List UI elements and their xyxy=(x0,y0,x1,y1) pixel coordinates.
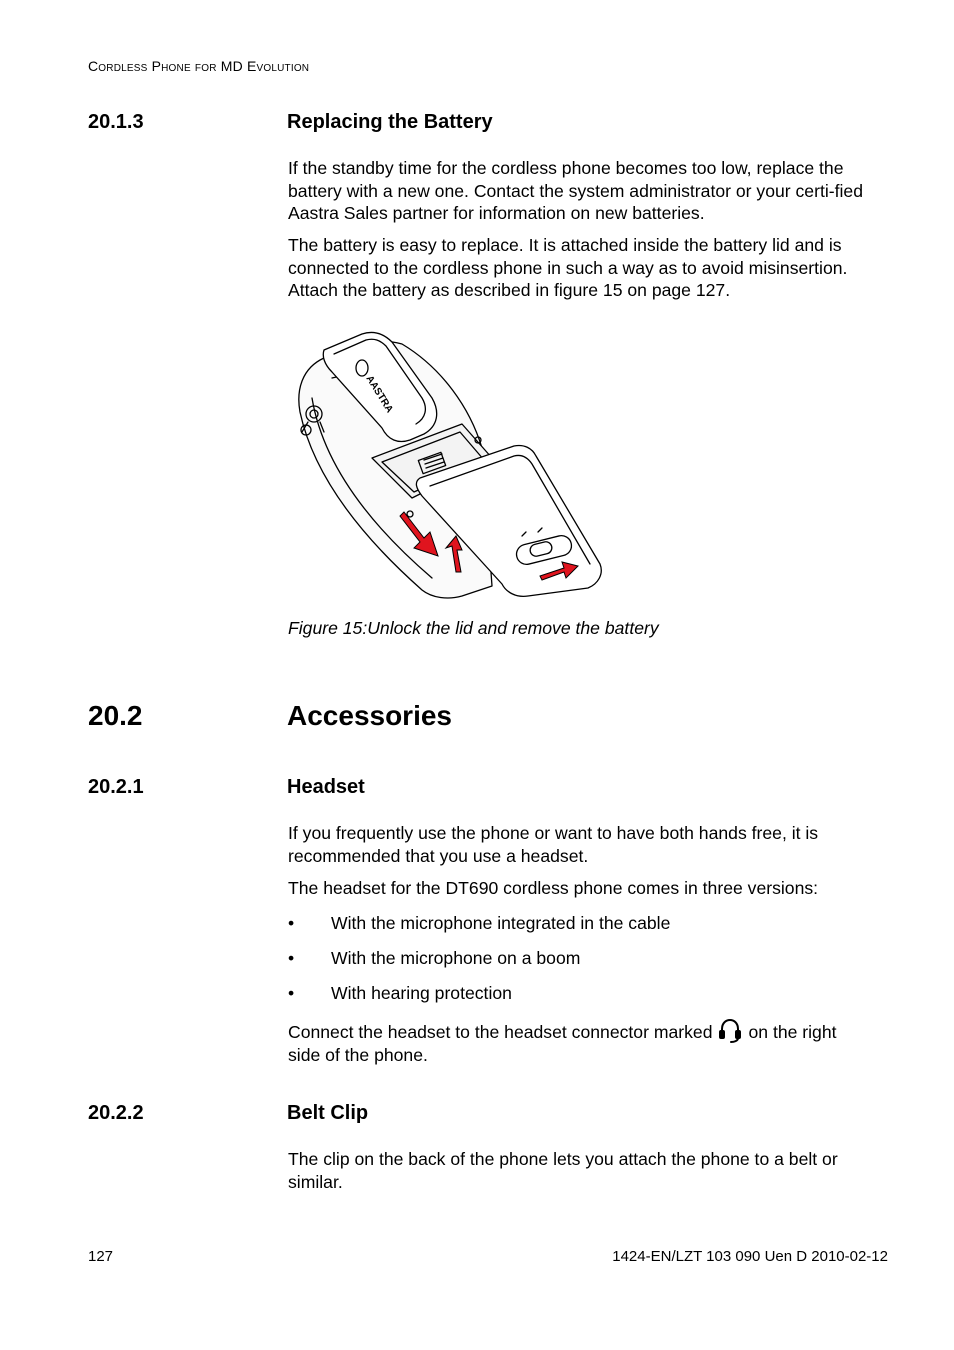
section-number-20-2: 20.2 xyxy=(88,700,143,731)
connect-text-after: on the right xyxy=(748,1022,837,1042)
document-id: 1424-EN/LZT 103 090 Uen D 2010-02-12 xyxy=(612,1248,888,1265)
paragraph-belt-clip xyxy=(288,1148,893,1193)
paragraph-text: The clip on the back of the phone lets you attach the phone to a belt or similar. xyxy=(288,1149,838,1192)
figure-caption: Figure 15:Unlock the lid and remove the battery xyxy=(288,618,659,638)
paragraph-line xyxy=(288,1018,893,1044)
paragraph-text: The battery is easy to replace. It is attached inside the battery lid and is connected to the cordless phone in such a way as to avoid misinsertion. Attach the battery as described in figure 15 on page 127. xyxy=(288,235,848,300)
paragraph-headset-versions xyxy=(288,877,893,900)
phone-battery-illustration xyxy=(292,328,608,600)
running-header: Cordless Phone for MD Evolution xyxy=(88,58,310,74)
paragraph-text: The headset for the DT690 cordless phone comes in three versions: xyxy=(288,878,819,898)
paragraph-text: If you frequently use the phone or want to have both hands free, it is recommended that you use a headset. xyxy=(288,823,819,866)
section-number-20-1-3: 20.1.3 xyxy=(88,111,144,133)
headset-icon xyxy=(718,1018,742,1044)
paragraph-headset-connect xyxy=(288,1018,893,1067)
page-number: 127 xyxy=(88,1248,114,1265)
section-title-accessories: Accessories xyxy=(287,700,453,731)
bullet-icon: • xyxy=(288,983,295,1003)
paragraph-line: side of the phone. xyxy=(288,1045,428,1065)
list-item-text: With the microphone integrated in the cable xyxy=(331,913,671,933)
section-title-belt-clip: Belt Clip xyxy=(287,1102,369,1124)
section-number-20-2-2: 20.2.2 xyxy=(88,1102,144,1124)
list-item-text: With the microphone on a boom xyxy=(331,948,581,968)
section-title-headset: Headset xyxy=(287,776,365,798)
battery-figure xyxy=(292,328,608,600)
list-item-text: With hearing protection xyxy=(331,983,512,1003)
connect-text-before: Connect the headset to the headset connector marked xyxy=(288,1022,713,1042)
paragraph-headset-intro xyxy=(288,822,893,867)
paragraph-text: If the standby time for the cordless phone becomes too low, replace the battery with a new one. Contact the system administrator or your certi-fied Aastra Sales partner for information on new batteries. xyxy=(288,158,863,223)
section-title-replacing-battery: Replacing the Battery xyxy=(287,111,493,133)
paragraph-standby xyxy=(288,157,893,225)
bullet-icon: • xyxy=(288,913,295,933)
brand-label: AASTRA xyxy=(363,373,395,415)
paragraph-easy-replace xyxy=(288,234,893,302)
bullet-icon: • xyxy=(288,948,295,968)
section-number-20-2-1: 20.2.1 xyxy=(88,776,144,798)
